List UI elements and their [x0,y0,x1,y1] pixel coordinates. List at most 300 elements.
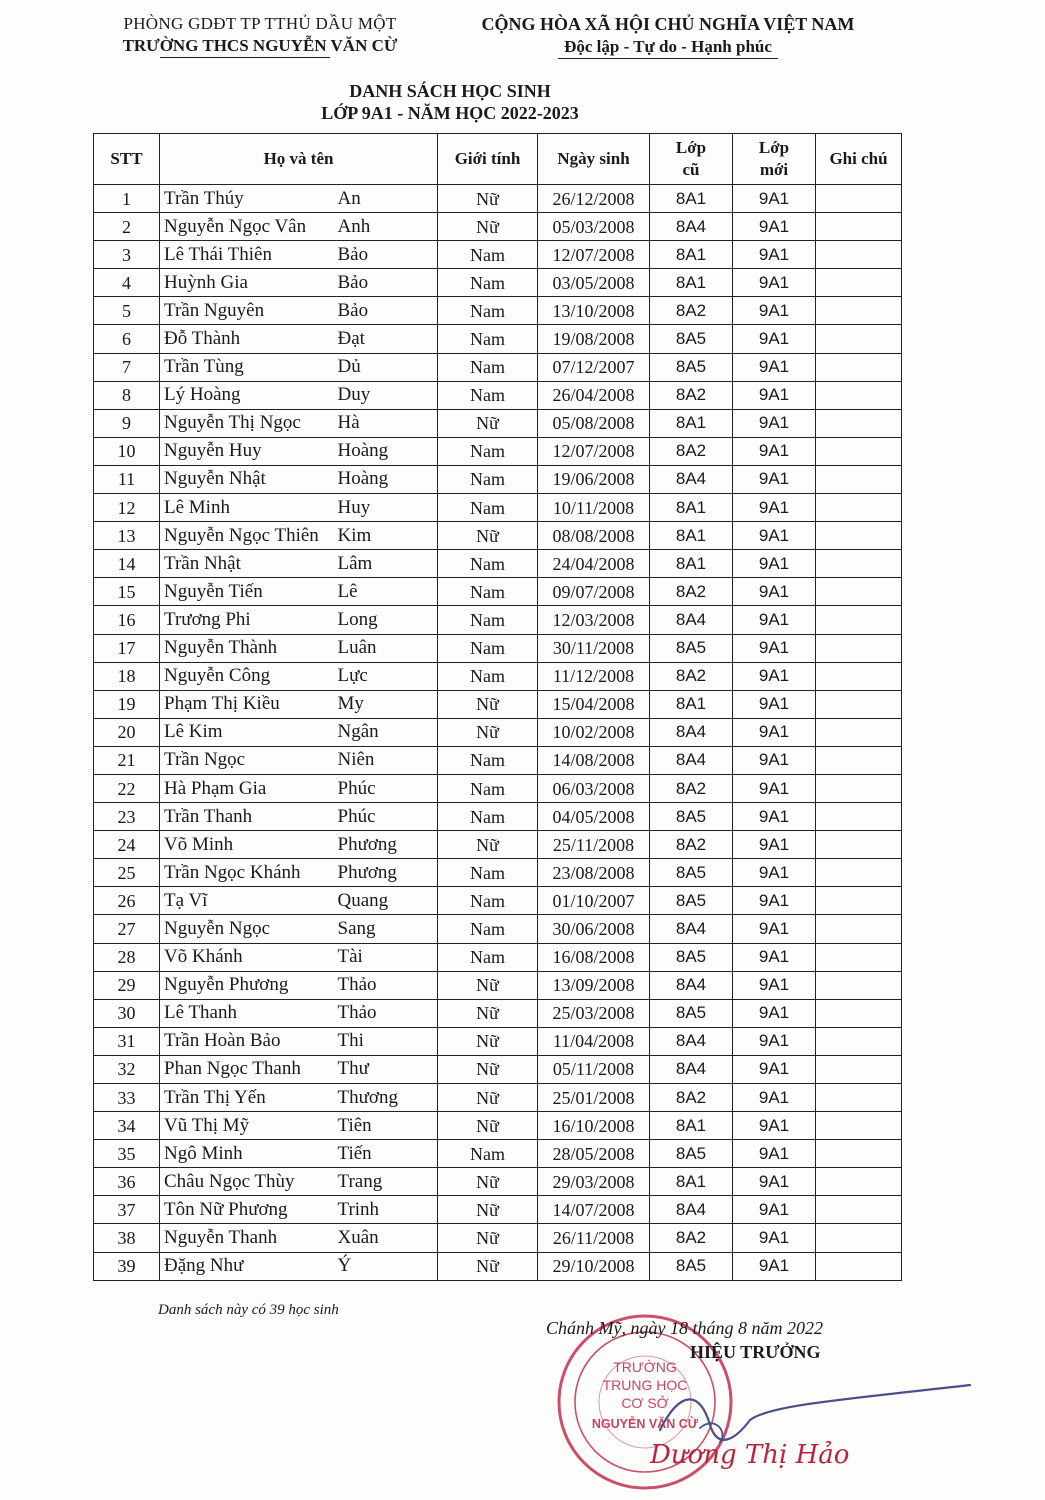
row-stt: 11 [94,465,160,493]
table-row [94,1055,902,1083]
row-dob: 30/06/2008 [538,915,650,943]
row-dob: 10/11/2008 [538,494,650,522]
row-gender: Nam [438,325,538,353]
row-dob: 11/12/2008 [538,662,650,690]
row-old-class: 8A2 [650,578,733,606]
row-new-class: 9A1 [733,437,816,465]
row-given-name: Bảo [336,297,438,325]
row-surname: Lê Thanh [160,999,336,1027]
row-surname: Lý Hoàng [160,381,336,409]
row-gender: Nam [438,887,538,915]
school-name-underline [160,57,330,58]
student-table [93,133,902,1281]
row-given-name: Dủ [336,353,438,381]
row-surname: Huỳnh Gia [160,269,336,297]
row-old-class: 8A4 [650,606,733,634]
row-stt: 8 [94,381,160,409]
row-stt: 7 [94,353,160,381]
row-surname: Nguyễn Phương [160,971,336,999]
row-given-name: Tiên [336,1112,438,1140]
row-given-name: Ý [336,1252,438,1280]
row-stt: 30 [94,999,160,1027]
row-note [816,859,902,887]
row-new-class: 9A1 [733,1140,816,1168]
row-old-class: 8A5 [650,325,733,353]
row-note [816,690,902,718]
row-given-name: Luân [336,634,438,662]
row-stt: 13 [94,522,160,550]
table-row [94,746,902,774]
row-gender: Nam [438,494,538,522]
row-gender: Nam [438,381,538,409]
row-surname: Lê Minh [160,494,336,522]
row-stt: 38 [94,1224,160,1252]
row-surname: Vũ Thị Mỹ [160,1112,336,1140]
row-dob: 30/11/2008 [538,634,650,662]
table-row [94,494,902,522]
row-gender: Nữ [438,1084,538,1112]
table-row [94,465,902,493]
row-surname: Võ Khánh [160,943,336,971]
row-surname: Nguyễn Ngọc Vân [160,213,336,241]
row-stt: 12 [94,494,160,522]
table-row [94,578,902,606]
header-name: Họ và tên [160,134,438,185]
row-given-name: Kim [336,522,438,550]
row-dob: 03/05/2008 [538,269,650,297]
row-stt: 26 [94,887,160,915]
department-name: PHÒNG GDĐT TP TTHỦ DẦU MỘT [123,14,397,33]
row-old-class: 8A5 [650,887,733,915]
row-given-name: Trang [336,1168,438,1196]
row-gender: Nữ [438,1196,538,1224]
table-row [94,887,902,915]
row-given-name: Duy [336,381,438,409]
row-stt: 27 [94,915,160,943]
row-gender: Nam [438,241,538,269]
row-gender: Nữ [438,1224,538,1252]
row-stt: 1 [94,185,160,213]
row-note [816,718,902,746]
row-stt: 4 [94,269,160,297]
row-gender: Nam [438,297,538,325]
national-motto: Độc lập - Tự do - Hạnh phúc [564,37,772,56]
row-note [816,803,902,831]
row-gender: Nam [438,606,538,634]
row-gender: Nam [438,437,538,465]
table-row [94,1224,902,1252]
row-new-class: 9A1 [733,1168,816,1196]
row-dob: 29/10/2008 [538,1252,650,1280]
table-body [94,185,902,1281]
row-note [816,1084,902,1112]
row-surname: Châu Ngọc Thùy [160,1168,336,1196]
row-dob: 19/08/2008 [538,325,650,353]
row-given-name: Xuân [336,1224,438,1252]
row-gender: Nữ [438,999,538,1027]
row-note [816,494,902,522]
header-stt: STT [94,134,160,185]
row-dob: 25/11/2008 [538,831,650,859]
row-new-class: 9A1 [733,606,816,634]
table-row [94,1140,902,1168]
row-gender: Nam [438,774,538,802]
row-surname: Đặng Như [160,1252,336,1280]
row-note [816,662,902,690]
document-title-line2: LỚP 9A1 - NĂM HỌC 2022-2023 [321,103,579,123]
row-new-class: 9A1 [733,241,816,269]
row-stt: 23 [94,803,160,831]
row-given-name: Thư [336,1055,438,1083]
row-surname: Tôn Nữ Phương [160,1196,336,1224]
row-surname: Nguyễn Tiến [160,578,336,606]
row-old-class: 8A4 [650,1027,733,1055]
row-dob: 14/08/2008 [538,746,650,774]
row-note [816,269,902,297]
row-new-class: 9A1 [733,1055,816,1083]
row-stt: 3 [94,241,160,269]
row-new-class: 9A1 [733,381,816,409]
table-header-row [94,134,902,185]
row-surname: Nguyễn Thành [160,634,336,662]
row-surname: Trần Nhật [160,550,336,578]
count-note: Danh sách này có 39 học sinh [158,1302,339,1318]
table-row [94,353,902,381]
row-new-class: 9A1 [733,915,816,943]
header-left [70,14,450,58]
row-given-name: Đạt [336,325,438,353]
row-note [816,1196,902,1224]
row-dob: 26/11/2008 [538,1224,650,1252]
row-new-class: 9A1 [733,1027,816,1055]
row-gender: Nữ [438,409,538,437]
header-gender: Giới tính [438,134,538,185]
row-dob: 07/12/2007 [538,353,650,381]
row-surname: Trương Phi [160,606,336,634]
row-given-name: Tiến [336,1140,438,1168]
row-new-class: 9A1 [733,213,816,241]
national-motto-underline [558,58,778,59]
row-note [816,887,902,915]
row-new-class: 9A1 [733,185,816,213]
row-gender: Nam [438,943,538,971]
table-row [94,185,902,213]
row-stt: 5 [94,297,160,325]
row-gender: Nữ [438,690,538,718]
row-surname: Trần Ngọc [160,746,336,774]
row-dob: 23/08/2008 [538,859,650,887]
date-line: Chánh Mỹ, ngày 18 tháng 8 năm 2022 [546,1318,823,1338]
row-note [816,353,902,381]
row-old-class: 8A2 [650,1084,733,1112]
row-new-class: 9A1 [733,718,816,746]
row-given-name: Phương [336,831,438,859]
row-old-class: 8A5 [650,353,733,381]
row-given-name: An [336,185,438,213]
row-stt: 36 [94,1168,160,1196]
row-dob: 05/08/2008 [538,409,650,437]
row-gender: Nam [438,859,538,887]
row-old-class: 8A5 [650,1140,733,1168]
table-row [94,690,902,718]
row-given-name: Hoàng [336,437,438,465]
row-old-class: 8A5 [650,634,733,662]
row-dob: 12/07/2008 [538,241,650,269]
row-gender: Nữ [438,718,538,746]
table-row [94,522,902,550]
row-note [816,634,902,662]
row-surname: Tạ Vĩ [160,887,336,915]
row-old-class: 8A4 [650,1055,733,1083]
row-new-class: 9A1 [733,1084,816,1112]
national-title: CỘNG HÒA XÃ HỘI CHỦ NGHĨA VIỆT NAM [481,14,855,34]
table-row [94,634,902,662]
row-given-name: Lê [336,578,438,606]
principal-title: HIỆU TRƯỞNG [690,1342,821,1362]
row-dob: 26/12/2008 [538,185,650,213]
row-given-name: Hoàng [336,465,438,493]
row-old-class: 8A5 [650,999,733,1027]
table-row [94,915,902,943]
document-title [200,80,700,124]
row-new-class: 9A1 [733,578,816,606]
row-new-class: 9A1 [733,550,816,578]
row-old-class: 8A1 [650,550,733,578]
row-surname: Nguyễn Thanh [160,1224,336,1252]
row-old-class: 8A2 [650,437,733,465]
row-note [816,1224,902,1252]
row-new-class: 9A1 [733,859,816,887]
row-old-class: 8A2 [650,1224,733,1252]
header-note: Ghi chú [816,134,902,185]
row-stt: 39 [94,1252,160,1280]
row-new-class: 9A1 [733,634,816,662]
row-old-class: 8A2 [650,297,733,325]
row-gender: Nữ [438,522,538,550]
row-new-class: 9A1 [733,746,816,774]
row-new-class: 9A1 [733,887,816,915]
row-dob: 25/03/2008 [538,999,650,1027]
row-given-name: Ngân [336,718,438,746]
row-stt: 18 [94,662,160,690]
row-gender: Nữ [438,1168,538,1196]
table-row [94,269,902,297]
signer-name: Dương Thị Hảo [650,1440,850,1470]
table-row [94,606,902,634]
table-row [94,662,902,690]
row-note [816,971,902,999]
row-note [816,1055,902,1083]
stamp-line1: TRƯỜNG [613,1359,677,1375]
row-stt: 10 [94,437,160,465]
row-new-class: 9A1 [733,831,816,859]
row-dob: 12/03/2008 [538,606,650,634]
row-surname: Lê Thái Thiên [160,241,336,269]
row-gender: Nữ [438,971,538,999]
table-row [94,1112,902,1140]
row-dob: 29/03/2008 [538,1168,650,1196]
row-new-class: 9A1 [733,690,816,718]
row-surname: Hà Phạm Gia [160,774,336,802]
row-dob: 16/08/2008 [538,943,650,971]
table-row [94,297,902,325]
row-note [816,185,902,213]
row-surname: Trần Hoàn Bảo [160,1027,336,1055]
row-new-class: 9A1 [733,409,816,437]
row-dob: 26/04/2008 [538,381,650,409]
row-gender: Nữ [438,1055,538,1083]
row-new-class: 9A1 [733,943,816,971]
header-old-class: Lớp cũ [650,134,733,185]
row-gender: Nam [438,353,538,381]
stamp-line3: CƠ SỞ [621,1395,669,1411]
row-new-class: 9A1 [733,269,816,297]
row-surname: Võ Minh [160,831,336,859]
row-given-name: Phúc [336,803,438,831]
row-stt: 17 [94,634,160,662]
table-row [94,999,902,1027]
row-given-name: Lực [336,662,438,690]
table-row [94,1027,902,1055]
row-given-name: Bảo [336,241,438,269]
row-old-class: 8A2 [650,831,733,859]
table-row [94,325,902,353]
row-note [816,1112,902,1140]
row-dob: 12/07/2008 [538,437,650,465]
row-surname: Phạm Thị Kiều [160,690,336,718]
row-stt: 2 [94,213,160,241]
row-given-name: Huy [336,494,438,522]
row-new-class: 9A1 [733,1112,816,1140]
row-dob: 08/08/2008 [538,522,650,550]
table-row [94,437,902,465]
row-dob: 13/10/2008 [538,297,650,325]
row-gender: Nữ [438,1252,538,1280]
row-given-name: Phúc [336,774,438,802]
row-dob: 05/03/2008 [538,213,650,241]
row-surname: Trần Thúy [160,185,336,213]
row-old-class: 8A4 [650,915,733,943]
row-old-class: 8A4 [650,213,733,241]
row-new-class: 9A1 [733,465,816,493]
row-new-class: 9A1 [733,803,816,831]
row-new-class: 9A1 [733,999,816,1027]
row-given-name: Hà [336,409,438,437]
row-old-class: 8A1 [650,494,733,522]
school-name: TRƯỜNG THCS NGUYỄN VĂN CỪ [122,36,398,55]
row-given-name: Thi [336,1027,438,1055]
row-old-class: 8A5 [650,859,733,887]
row-new-class: 9A1 [733,522,816,550]
row-old-class: 8A2 [650,774,733,802]
row-dob: 14/07/2008 [538,1196,650,1224]
row-gender: Nam [438,269,538,297]
row-dob: 24/04/2008 [538,550,650,578]
row-given-name: Thương [336,1084,438,1112]
row-old-class: 8A1 [650,690,733,718]
table-row [94,1168,902,1196]
row-surname: Lê Kim [160,718,336,746]
row-new-class: 9A1 [733,662,816,690]
row-note [816,1168,902,1196]
row-note [816,1027,902,1055]
row-dob: 13/09/2008 [538,971,650,999]
row-stt: 29 [94,971,160,999]
row-given-name: Sang [336,915,438,943]
row-old-class: 8A1 [650,409,733,437]
row-gender: Nam [438,1140,538,1168]
row-new-class: 9A1 [733,971,816,999]
row-surname: Trần Thanh [160,803,336,831]
row-note [816,578,902,606]
table-row [94,213,902,241]
table-row [94,1196,902,1224]
row-surname: Đỗ Thành [160,325,336,353]
row-stt: 35 [94,1140,160,1168]
row-gender: Nam [438,634,538,662]
row-stt: 19 [94,690,160,718]
row-gender: Nữ [438,1027,538,1055]
row-stt: 34 [94,1112,160,1140]
row-note [816,915,902,943]
row-given-name: My [336,690,438,718]
row-dob: 16/10/2008 [538,1112,650,1140]
row-stt: 20 [94,718,160,746]
row-gender: Nữ [438,185,538,213]
row-stt: 28 [94,943,160,971]
row-gender: Nữ [438,831,538,859]
row-gender: Nữ [438,1112,538,1140]
row-surname: Trần Tùng [160,353,336,381]
row-note [816,381,902,409]
row-note [816,999,902,1027]
row-old-class: 8A1 [650,185,733,213]
stamp-line4: NGUYỄN VĂN CỪ [591,1417,699,1431]
row-dob: 01/10/2007 [538,887,650,915]
row-note [816,746,902,774]
row-old-class: 8A4 [650,746,733,774]
row-given-name: Anh [336,213,438,241]
row-given-name: Quang [336,887,438,915]
row-given-name: Tài [336,943,438,971]
row-stt: 33 [94,1084,160,1112]
row-note [816,437,902,465]
row-given-name: Bảo [336,269,438,297]
row-new-class: 9A1 [733,1252,816,1280]
row-note [816,409,902,437]
row-new-class: 9A1 [733,494,816,522]
row-gender: Nam [438,746,538,774]
row-note [816,1252,902,1280]
row-note [816,550,902,578]
row-stt: 31 [94,1027,160,1055]
row-note [816,325,902,353]
row-dob: 11/04/2008 [538,1027,650,1055]
row-dob: 25/01/2008 [538,1084,650,1112]
row-stt: 37 [94,1196,160,1224]
row-dob: 04/05/2008 [538,803,650,831]
table-row [94,1252,902,1280]
row-given-name: Trinh [336,1196,438,1224]
row-old-class: 8A1 [650,241,733,269]
row-old-class: 8A1 [650,1112,733,1140]
table-row [94,803,902,831]
row-new-class: 9A1 [733,1224,816,1252]
row-given-name: Thảo [336,999,438,1027]
row-dob: 15/04/2008 [538,690,650,718]
table-row [94,943,902,971]
row-note [816,606,902,634]
